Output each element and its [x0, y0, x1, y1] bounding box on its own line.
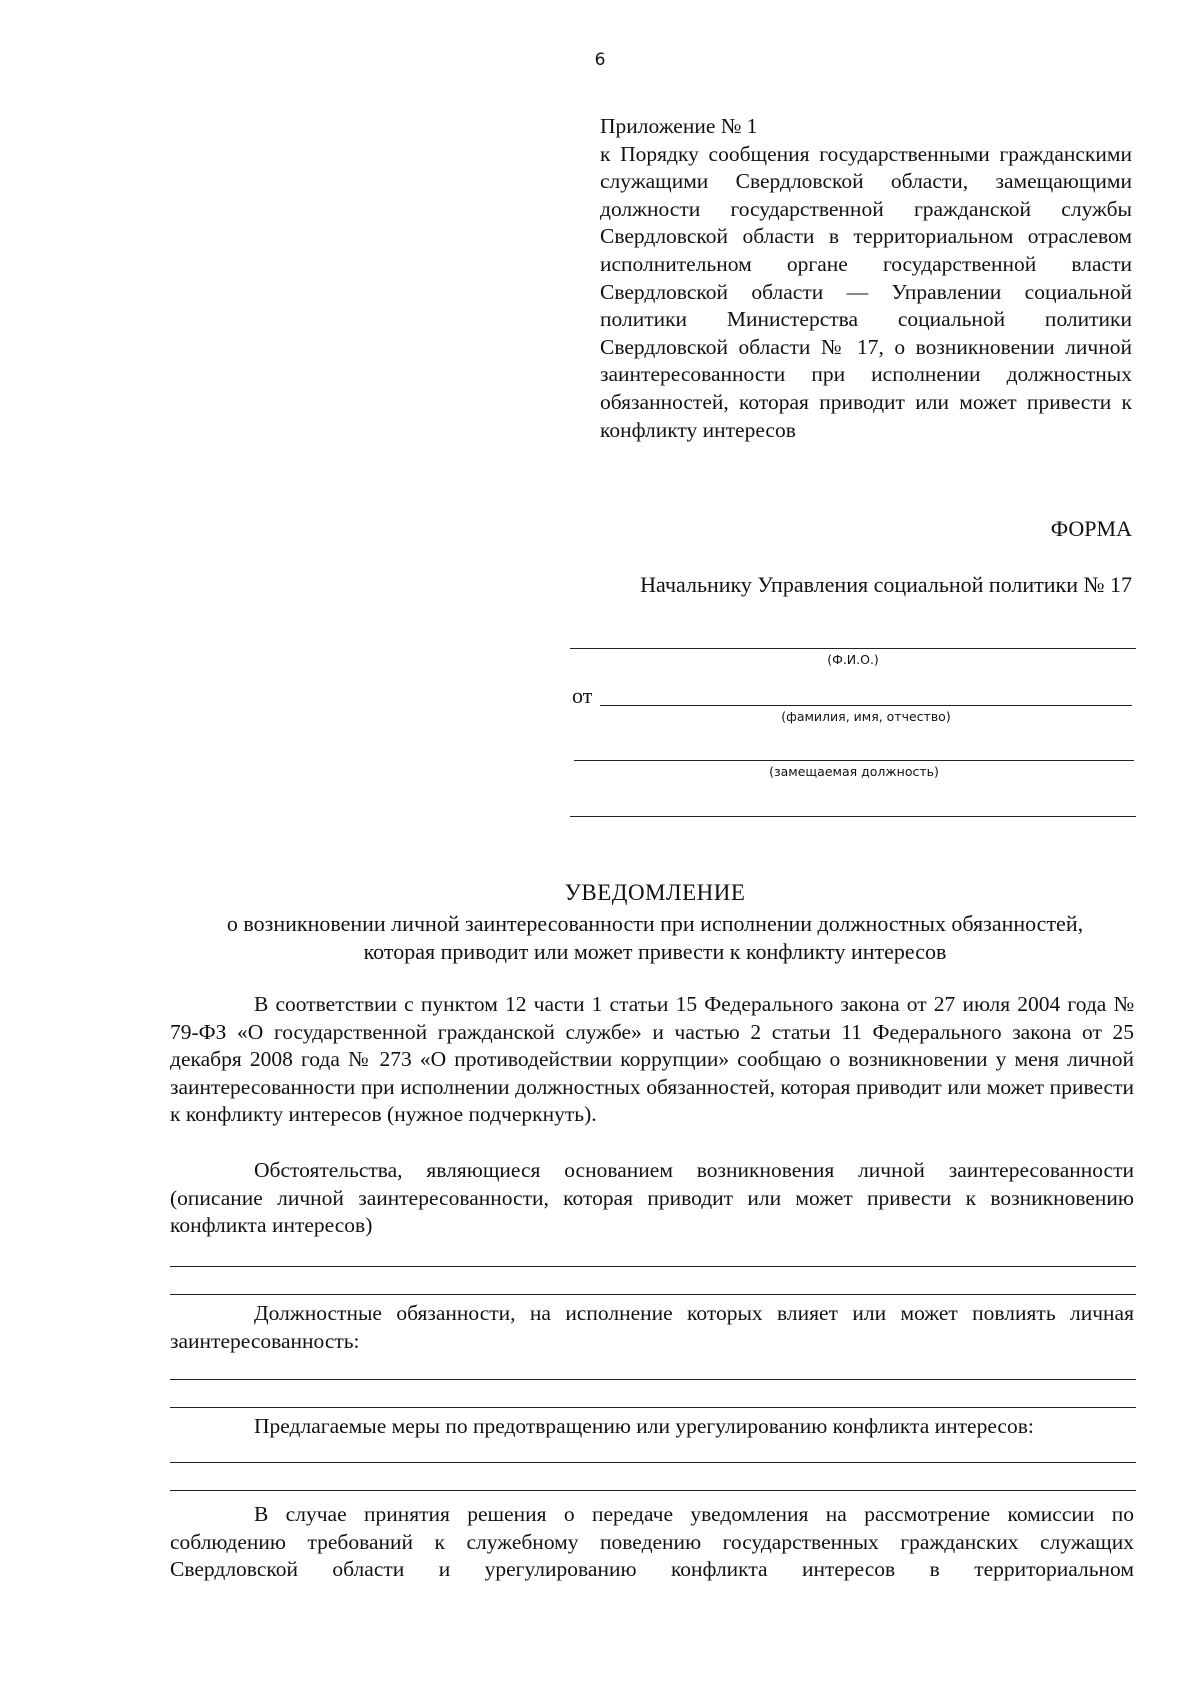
fio-line[interactable] [570, 648, 1136, 649]
notice-subtitle-2: которая приводит или может привести к конфликту интересов [363, 939, 947, 964]
notice-subtitle-1: о возникновении личной заинтересованности при исполнении должностных обязанностей, [226, 911, 1084, 936]
appendix-text: к Порядку сообщения государственными гражданскими служащими Свердловской области, замещающими должности государственной гражданской службы Свердловской области в территориальном отраслевом исполнительном органе государственной власти Свердловской области — Управлении социальной политики Министерства социальной политики Свердловской области № 17, о возникновении личной заинтересованности при исполнении должностных обязанностей, которая приводит или может привести к конфликту интересов [600, 141, 1132, 442]
position-line[interactable] [574, 760, 1134, 761]
name-caption: (фамилия, имя, отчество) [781, 709, 951, 724]
measures-line-2[interactable] [170, 1490, 1136, 1491]
appendix-header [600, 113, 1132, 444]
page-number: 6 [594, 50, 606, 70]
measures-line-1[interactable] [170, 1462, 1136, 1463]
addressee: Начальнику Управления социальной политики № 17 [640, 572, 1132, 597]
fio-caption: (Ф.И.О.) [827, 652, 879, 667]
circumstances-line-1[interactable] [170, 1266, 1136, 1267]
appendix-title: Приложение № 1 [600, 114, 758, 138]
from-label: от [572, 683, 593, 708]
body-paragraph-1: В соответствии с пунктом 12 части 1 статьи 15 Федерального закона от 27 июля 2004 года № 79-ФЗ «О государственной гражданской службе» и частью 2 статьи 11 Федерального закона от 25 декабря 2008 года № 273 «О противодействии коррупции» сообщаю о возникновении у меня личной заинтересованности при исполнении должностных обязанностей, которая приводит или может привести к конфликту интересов (нужное подчеркнуть). [170, 992, 1134, 1127]
body-paragraph-4: Предлагаемые меры по предотвращению или урегулированию конфликта интересов: [254, 1414, 1034, 1438]
name-line[interactable] [600, 705, 1132, 706]
circumstances-line-2[interactable] [170, 1294, 1136, 1295]
notice-title: УВЕДОМЛЕНИЕ [564, 880, 746, 905]
position-caption: (замещаемая должность) [769, 764, 939, 779]
form-label: ФОРМА [1050, 516, 1132, 541]
duties-line-2[interactable] [170, 1407, 1136, 1408]
body-paragraph-5: В случае принятия решения о передаче уведомления на рассмотрение комиссии по соблюдению требований к служебному поведению государственных гражданских служащих Свердловской области и урегулированию конфликта интересов в территориальном [170, 1502, 1134, 1582]
body-paragraph-2: Обстоятельства, являющиеся основанием возникновения личной заинтересованности (описание личной заинтересованности, которая приводит или может привести к возникновению конфликта интересов) [170, 1158, 1134, 1238]
duties-line-1[interactable] [170, 1379, 1136, 1380]
body-paragraph-3: Должностные обязанности, на исполнение которых влияет или может повлиять личная заинтересованность: [170, 1301, 1134, 1353]
extra-line[interactable] [570, 816, 1136, 817]
